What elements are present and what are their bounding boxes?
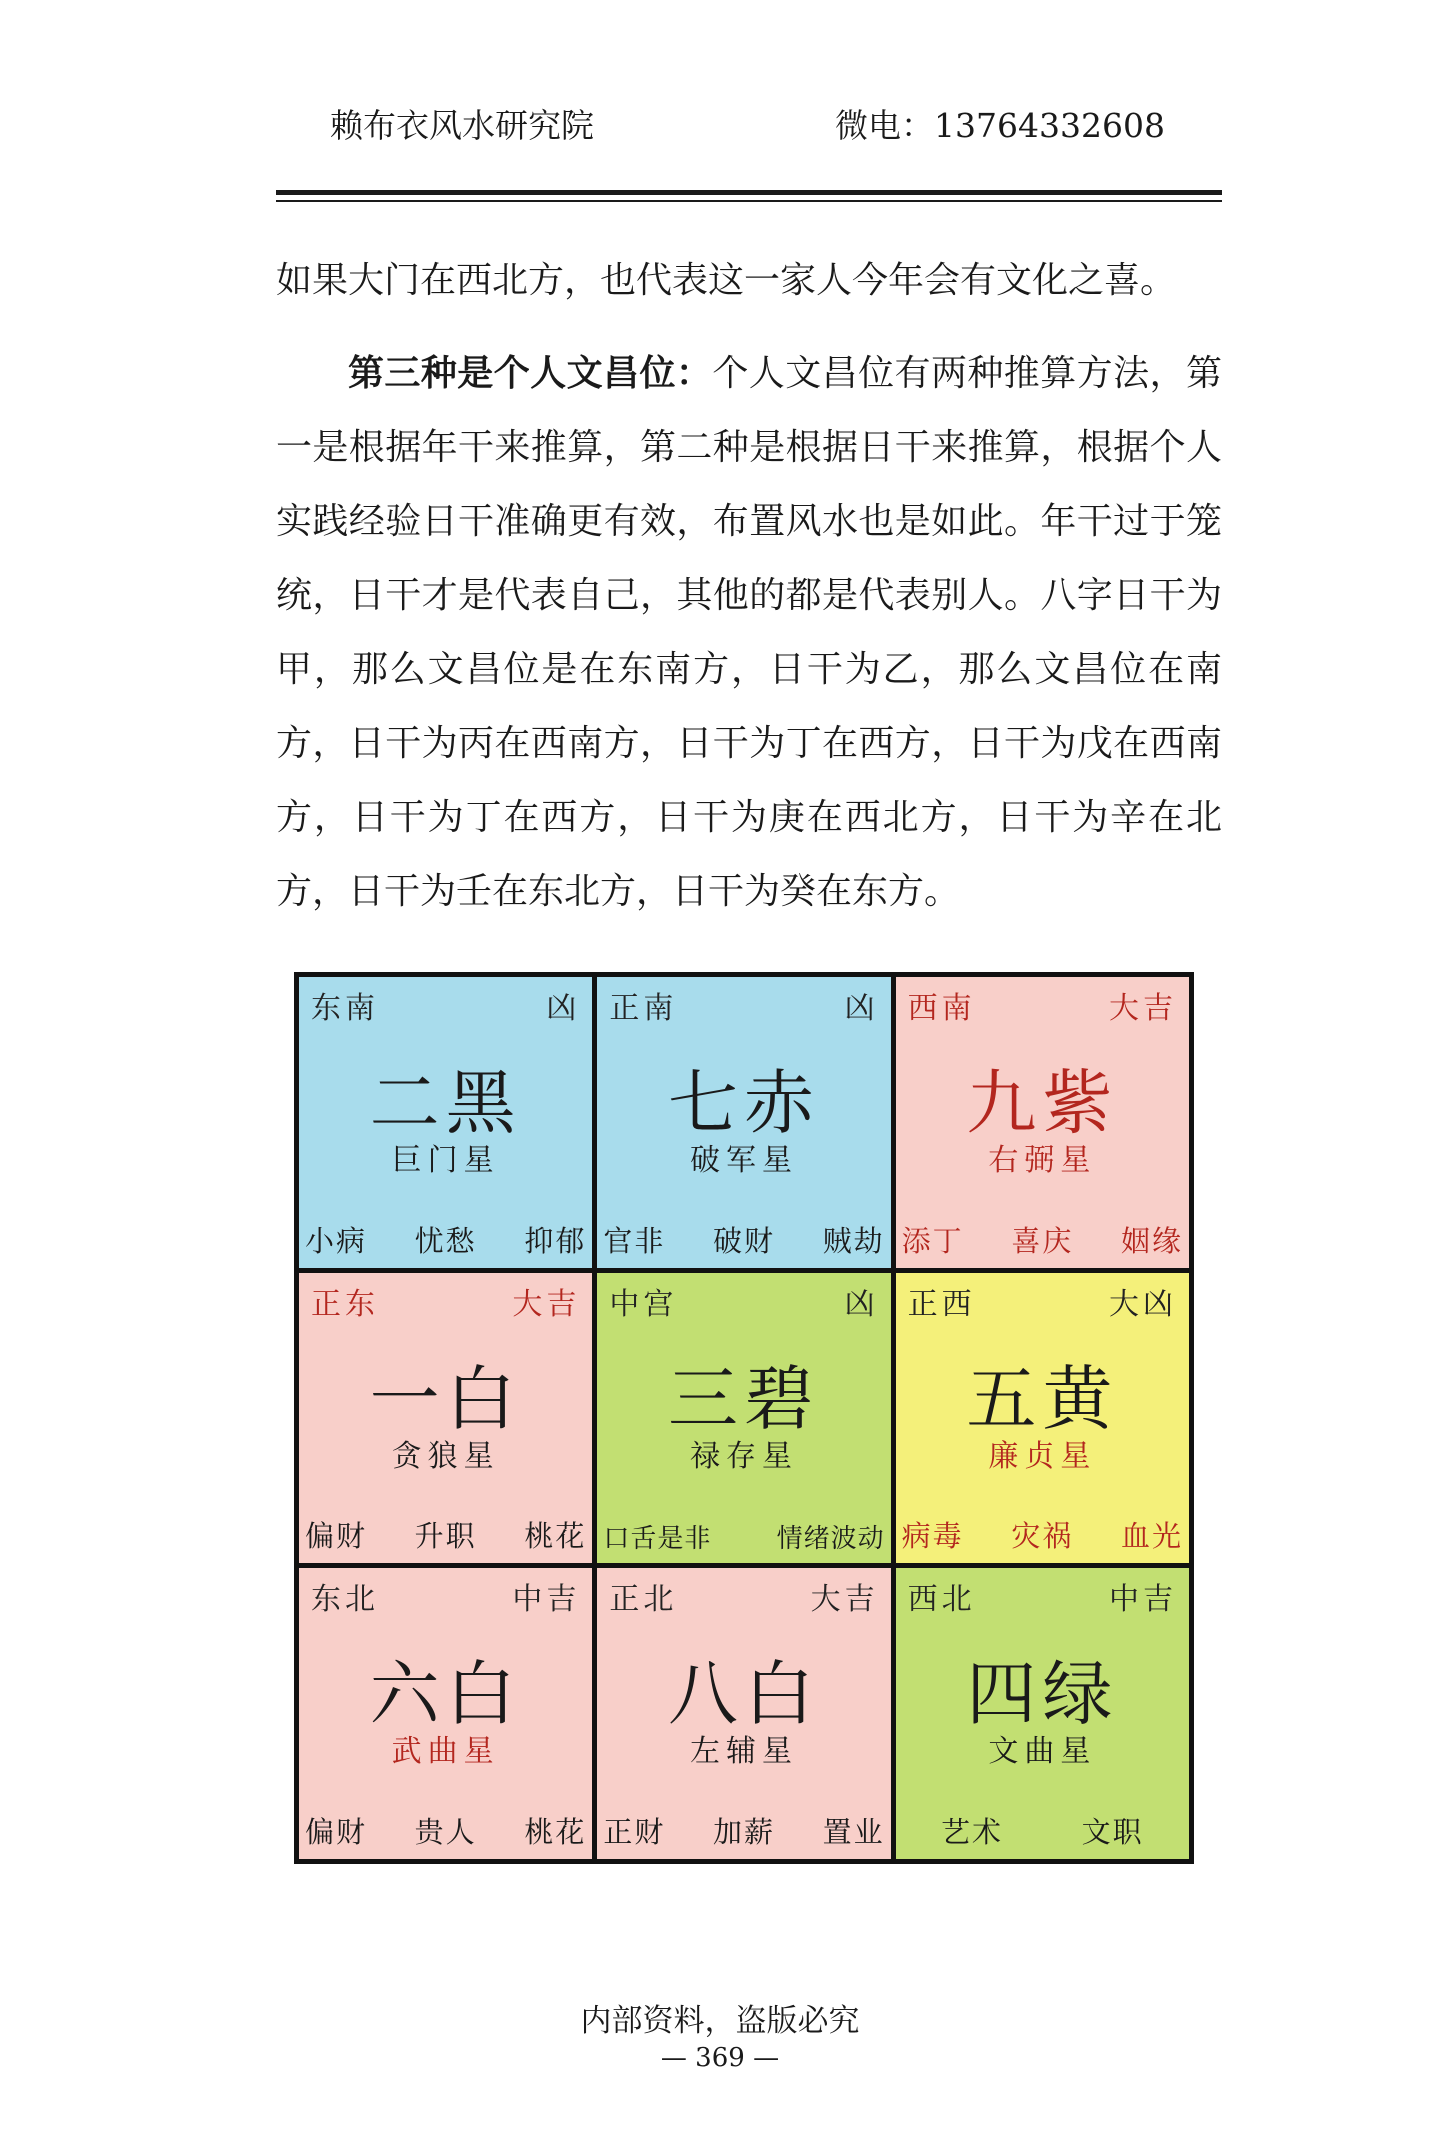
cell-luck: 中吉: [512, 1582, 581, 1618]
cell-star-name: 右弼星: [988, 1143, 1097, 1178]
header-contact: 微电：13764332608: [835, 106, 1165, 145]
cell-meanings: [902, 1219, 1183, 1260]
cell-luck: 凶: [844, 1286, 879, 1322]
cell-luck: 凶: [844, 991, 879, 1026]
cell-star: 三碧: [667, 1357, 820, 1440]
cell-luck: 大凶: [1109, 1286, 1177, 1322]
cell-star-name: 巨门星: [391, 1143, 500, 1178]
cell-star-name: 贪狼星: [391, 1438, 500, 1474]
meaning: 姻缘: [1120, 1223, 1183, 1258]
cell-luck: 凶: [546, 991, 581, 1026]
cell-star: 四绿: [966, 1653, 1119, 1736]
grid-cell-north: [597, 1568, 890, 1859]
meaning: 情绪波动: [776, 1524, 885, 1555]
cell-luck: 中吉: [1109, 1582, 1177, 1618]
meaning: 桃花: [524, 1519, 587, 1554]
header-rule-thin: [276, 200, 1222, 202]
footer-note: 内部资料，盗版必究: [580, 2003, 860, 2039]
cell-luck: 大吉: [1109, 991, 1177, 1026]
grid-cell-east: [299, 1273, 592, 1564]
cell-meanings: [902, 1514, 1183, 1555]
cell-star-name: 廉贞星: [988, 1438, 1097, 1474]
cell-meanings: [305, 1514, 586, 1555]
meaning: 升职: [414, 1519, 477, 1554]
meaning: 偏财: [305, 1519, 368, 1554]
paragraph-1: 如果大门在西北方，也代表这一家人今年会有文化之喜。: [276, 260, 1177, 301]
grid-cell-northwest: [896, 1568, 1189, 1859]
cell-star-name: 禄存星: [689, 1438, 798, 1474]
cell-star: 一白: [369, 1357, 522, 1440]
header-institute: 赖布衣风水研究院: [330, 106, 594, 145]
cell-meanings: [603, 1518, 884, 1555]
meaning: 桃花: [524, 1814, 587, 1849]
meaning: 置业: [822, 1814, 885, 1849]
meaning: 贼劫: [822, 1223, 885, 1258]
cell-star: 六白: [369, 1653, 522, 1736]
header-rule-thick: [276, 190, 1222, 195]
grid-cell-west: [896, 1273, 1189, 1564]
meaning: 忧愁: [414, 1223, 477, 1258]
cell-direction: 东南: [311, 991, 379, 1026]
grid-cell-south: [597, 977, 890, 1268]
meaning: 官非: [603, 1223, 666, 1258]
paragraph-2-text: 个人文昌位有两种推算方法，第一是根据年干来推算，第二种是根据日干来推算，根据个人实践经验日干准确更有效，布置风水也是如此。年干过于笼统，日干才是代表自己，其他的都是代表别人。八字日干为甲，那么文昌位是在东南方，日干为乙，那么文昌位在南方，日干为丙在西南方，日干为丁在西方，日干为戊在西南方，日干为丁在西方，日干为庚在西北方，日干为辛在北方，日干为壬在东北方，日干为癸在东方。: [276, 353, 1222, 912]
meaning: 血光: [1120, 1519, 1183, 1554]
cell-star: 七赤: [667, 1062, 820, 1144]
cell-direction: 正南: [609, 991, 678, 1026]
grid-cell-southeast: [299, 977, 592, 1268]
meaning: 病毒: [901, 1519, 964, 1554]
paragraph-2-heading: 第三种是个人文昌位：: [348, 353, 713, 394]
grid-cell-southwest: [896, 977, 1189, 1268]
meaning: 抑郁: [524, 1223, 587, 1258]
cell-meanings: [603, 1219, 884, 1260]
meaning: 喜庆: [1011, 1223, 1074, 1258]
cell-meanings: [305, 1810, 586, 1851]
cell-direction: 东北: [311, 1582, 379, 1618]
meaning: 偏财: [305, 1814, 368, 1849]
cell-star: 九紫: [966, 1062, 1119, 1144]
grid-cell-northeast: [299, 1568, 592, 1859]
cell-star: 二黑: [369, 1062, 522, 1144]
page-number: — 369 —: [660, 2043, 780, 2073]
meaning: 口舌是非: [603, 1524, 712, 1555]
cell-star: 五黄: [966, 1357, 1119, 1440]
cell-meanings: [305, 1219, 586, 1260]
flying-star-grid: [294, 972, 1194, 1864]
meaning: 添丁: [901, 1223, 964, 1258]
meaning: 小病: [305, 1223, 368, 1258]
meaning: 艺术: [940, 1814, 1003, 1849]
cell-star: 八白: [667, 1653, 820, 1736]
cell-direction: 西南: [907, 991, 976, 1026]
meaning: 文职: [1081, 1814, 1144, 1849]
cell-star-name: 武曲星: [391, 1734, 500, 1770]
meaning: 贵人: [414, 1814, 477, 1849]
cell-star-name: 文曲星: [988, 1734, 1097, 1770]
meaning: 破财: [712, 1223, 775, 1258]
meaning: 正财: [603, 1814, 666, 1849]
cell-direction: 正西: [907, 1286, 976, 1322]
cell-direction: 西北: [907, 1582, 976, 1618]
cell-star-name: 左辅星: [689, 1734, 798, 1770]
cell-direction: 正东: [311, 1286, 379, 1322]
cell-direction: 正北: [609, 1582, 678, 1618]
cell-luck: 大吉: [810, 1582, 879, 1618]
grid-cell-center: [597, 1273, 890, 1564]
meaning: 灾祸: [1011, 1519, 1074, 1554]
meaning: 加薪: [712, 1814, 775, 1849]
cell-star-name: 破军星: [689, 1143, 798, 1178]
paragraph-2: [276, 337, 1222, 929]
cell-meanings: [902, 1810, 1183, 1851]
cell-meanings: [603, 1810, 884, 1851]
cell-direction: 中宫: [609, 1286, 678, 1322]
cell-luck: 大吉: [512, 1286, 581, 1322]
